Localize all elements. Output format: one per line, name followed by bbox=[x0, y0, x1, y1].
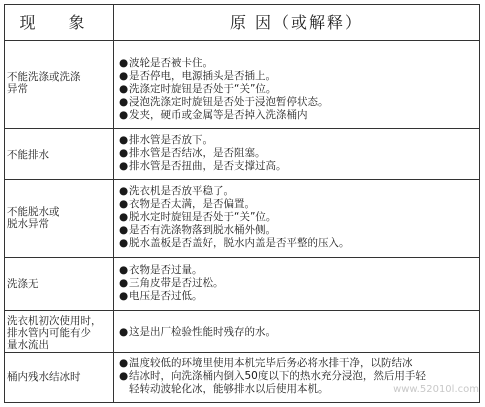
cause-item: ●发夹，硬币或金属等是否掉入洗涤桶内 bbox=[119, 109, 308, 121]
cause-list bbox=[119, 264, 475, 303]
symptom-line: 洗涤无 bbox=[7, 278, 39, 290]
symptom-cell bbox=[7, 371, 111, 383]
symptom-line: 洗衣机初次使用时， bbox=[7, 315, 102, 327]
table-row bbox=[5, 129, 479, 180]
cause-item: ●排水管是否扭曲，是否支撑过高。 bbox=[119, 160, 287, 172]
symptom-line: 量水流出 bbox=[7, 339, 49, 351]
symptom-cell bbox=[7, 278, 111, 290]
table-row bbox=[5, 258, 479, 311]
cause-list bbox=[119, 134, 475, 173]
cause-item: ●是否有洗涤物落到脱水桶外侧。 bbox=[119, 224, 276, 236]
cause-item: ●排水管是否结冰，是否阻塞。 bbox=[119, 147, 266, 159]
symptom-cell bbox=[7, 149, 111, 161]
cause-item: ●这是出厂检验性能时残存的水。 bbox=[119, 326, 276, 338]
table-row bbox=[5, 180, 479, 258]
cause-item: ●温度较低的环境里使用本机完毕后务必将水排干净，以防结冰 bbox=[119, 357, 413, 369]
symptom-line: 不能脱水或 bbox=[7, 206, 60, 218]
cause-list bbox=[119, 185, 475, 250]
header-cause: 原 因（或解释） bbox=[229, 13, 364, 32]
cause-item: ●三角皮带是否过松。 bbox=[119, 277, 224, 289]
table-row bbox=[5, 311, 479, 353]
symptom-line: 不能排水 bbox=[7, 149, 49, 161]
symptom-line: 不能洗涤或洗涤 bbox=[7, 71, 81, 83]
cause-item: ●结冰时，向洗涤桶内倒入50度以下的热水充分浸泡，然后用手轻 bbox=[119, 370, 426, 382]
table-row bbox=[5, 41, 479, 129]
watermark: www.52010l.com bbox=[393, 384, 479, 395]
cause-item: ●洗涤定时旋钮是否处于“关”位。 bbox=[119, 83, 277, 95]
symptom-cell bbox=[7, 206, 111, 230]
symptom-line: 脱水异常 bbox=[7, 218, 49, 230]
cause-item: ●波轮是否被卡住。 bbox=[119, 57, 213, 69]
header-symptom: 现 象 bbox=[19, 13, 99, 32]
cause-item: ●浸泡洗涤定时旋钮是否处于浸泡暂停状态。 bbox=[119, 96, 329, 108]
cause-item: ●脱水定时旋钮是否处于“关”位。 bbox=[119, 211, 277, 223]
symptom-cell bbox=[7, 315, 111, 351]
symptom-line: 桶内残水结冰时 bbox=[7, 371, 81, 383]
cause-item: ●电压是否过低。 bbox=[119, 290, 203, 302]
cause-item: ●是否停电，电源插头是否插上。 bbox=[119, 70, 276, 82]
cause-item: ●洗衣机是否放平稳了。 bbox=[119, 185, 234, 197]
cause-item: ●排水管是否放下。 bbox=[119, 134, 213, 146]
symptom-cell bbox=[7, 71, 111, 95]
symptom-line: 排水管内可能有少 bbox=[7, 327, 91, 339]
cause-item: 轻转动波轮化冰，能够排水以后使用本机。 bbox=[129, 383, 329, 395]
cause-item: ●衣物是否过量。 bbox=[119, 264, 203, 276]
cause-list bbox=[119, 326, 475, 339]
symptom-line: 异常 bbox=[7, 83, 28, 95]
cause-item: ●脱水盖板是否盖好，脱水内盖是否平整的压入。 bbox=[119, 237, 350, 249]
table-header bbox=[5, 5, 479, 41]
cause-item: ●衣物是否太满，是否偏置。 bbox=[119, 198, 255, 210]
cause-list bbox=[119, 57, 475, 122]
troubleshooting-table bbox=[4, 4, 480, 403]
